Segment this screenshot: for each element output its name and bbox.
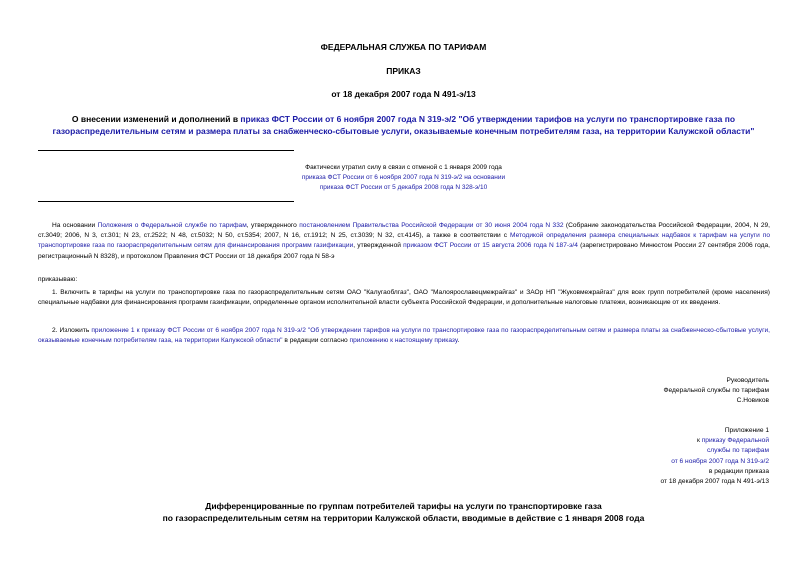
appendix-link-1[interactable]: приказу Федеральной [701,437,769,445]
order-item-2-text-1: 2. Изложить [52,327,92,334]
appendix-label: Приложение 1 [724,427,769,434]
signature-role-1: Руководитель [726,377,769,384]
tariffs-section-title [0,500,807,525]
agency-name: ФЕДЕРАЛЬНАЯ СЛУЖБА ПО ТАРИФАМ [320,42,487,52]
basis-text-3: (Собрание законодательства Российской Федерации, 2004, N 29, ст.3049; 2006, N 3, ст.301; N 23, ст.2522; N 48, ст.5032; N 50, ст.5354; 2007, N 16, ст.1912; N 25, ст.3039; N 32, ст.4145), а также в соответствии с [38,222,770,240]
status-note [200,163,607,193]
orders-label: приказываю: [38,276,78,283]
order-item-2-text-2: в редакции согласно [282,337,350,345]
signature-name: С.Новиков [736,397,769,405]
basis-paragraph [38,221,770,262]
order-item-1 [38,288,770,308]
basis-text-2: , утвержденного [246,222,300,229]
title-link[interactable]: приказ ФСТ России от 6 ноября 2007 года N 319-э/2 "Об утверждении тарифов на услуги по транспортировке газа по газораспределительным сетям и размера платы за снабженческо-сбытовые услуги, оказываемые конечным потребителям газа, на территории Калужской области" [52,114,755,137]
order-item-2-text-3: . [457,337,460,345]
order-item-1-text: 1. Включить в тарифы на услуги по транспортировке газа по газораспределительным сетям ОАО "Калугаоблгаз", ОАО "Малоярославецмежрайгаз" и ЗАОр НП "Жуковмежрайгаз" для всех групп потребителей (кроме населения) специальные надбавки для финансирования программ газификации, определенные органом исполнительной власти субъекта Российской Федерации, и дополнительные налоговые платежи, возникающие от их введения. [38,289,770,307]
document-type: ПРИКАЗ [386,66,421,76]
appendix-link-3[interactable]: от 6 ноября 2007 года N 319-э/2 [671,457,769,465]
basis-link-government-decree[interactable]: постановлением Правительства Российской Федерации от 30 июня 2004 года N 332 [299,222,564,229]
appendix-prefix: к [697,437,702,445]
document-date-number: от 18 декабря 2007 года N 491-э/13 [331,89,476,99]
appendix-line-4: в редакции приказа [708,467,769,475]
order-item-2 [38,326,770,346]
basis-text-4: , утвержденной [353,242,404,250]
signature-block [569,376,769,407]
signature-role-2: Федеральной службы по тарифам [663,387,769,395]
appendix-link-2[interactable]: службы по тарифам [706,447,769,455]
status-note-link1[interactable]: приказа ФСТ России от 6 ноября 2007 года N 319-э/2 на основании [301,174,506,182]
basis-text-5: (зарегистрировано Минюстом России 27 сентября 2006 года, регистрационный N 8328), и протоколом Правления ФСТ России от 18 декабря 2007 года N 58-э [38,242,770,260]
document-title [30,113,777,138]
tariffs-title-line-1: Дифференцированные по группам потребителей тарифы на услуги по транспортировке газа [205,501,602,511]
divider-top [38,150,294,151]
basis-text-1: На основании [52,222,98,229]
basis-link-fst-order[interactable]: приказом ФСТ России от 15 августа 2006 года N 187-э/4 [403,242,578,250]
title-prefix: О внесении изменений и дополнений в [71,114,241,124]
basis-link-regulation[interactable]: Положения о Федеральной службе по тарифам [97,222,247,229]
divider-bottom [38,201,294,202]
tariffs-title-line-2: по газораспределительным сетям на территории Калужской области, вводимые в действие с 1 января 2008 года [162,513,645,524]
order-item-2-link-appendix[interactable]: приложение 1 к приказу ФСТ России от 6 ноября 2007 года N 319-э/2 "Об утверждении тарифов на услуги по транспортировке газа по газораспределительным сетям и размера платы за снабженческо-сбытовые услуги, оказываемые конечным потребителям газа, на территории Калужской области" [38,327,770,345]
status-note-line1: Фактически утратил силу в связи с отменой с 1 января 2009 года [305,164,502,171]
basis-link-methodology[interactable]: Методикой определения размера специальных надбавок к тарифам на услуги по транспортировке газа по газораспределительным сетям для финансирования программ газификации [38,232,770,250]
status-note-link2[interactable]: приказа ФСТ России от 5 декабря 2008 года N 328-э/10 [319,184,488,192]
appendix-line-5: от 18 декабря 2007 года N 491-э/13 [660,478,769,486]
order-item-2-link-attachment[interactable]: приложению к настоящему приказу [349,337,458,345]
appendix-header [569,426,769,487]
